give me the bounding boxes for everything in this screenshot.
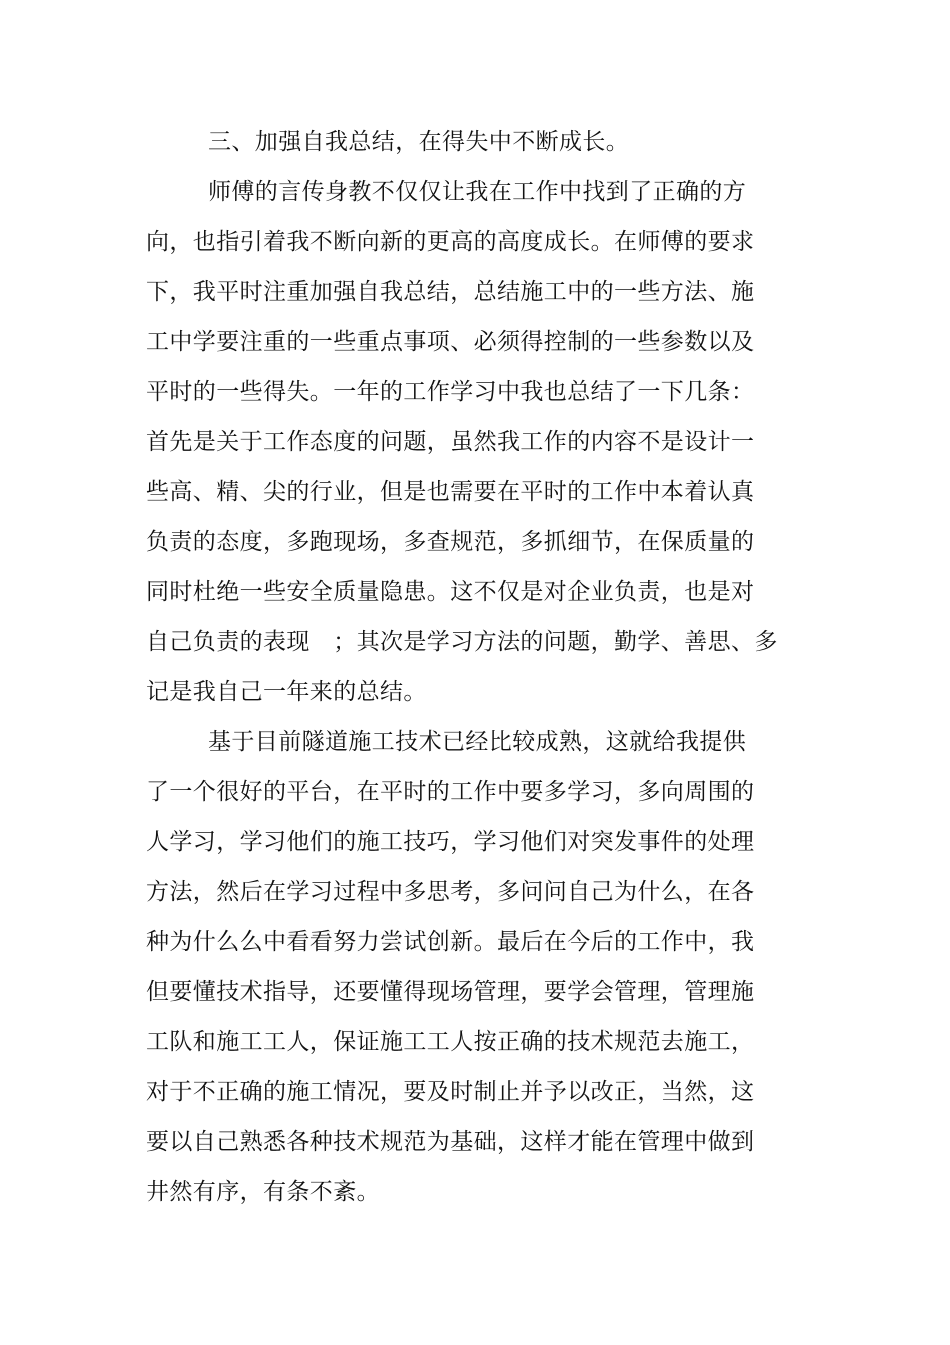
paragraph-2-line-8: 对于不正确的施工情况，要及时制止并予以改正，当然，这 [146,1079,755,1105]
paragraph-1-line-7: 些高、精、尖的行业，但是也需要在平时的工作中本着认真 [146,479,755,505]
paragraph-1-line-3: 下，我平时注重加强自我总结，总结施工中的一些方法、施 [146,279,755,305]
paragraph-1-line-8: 负责的态度，多跑现场，多查规范，多抓细节，在保质量的 [146,529,755,555]
paragraph-2-line-2: 了一个很好的平台，在平时的工作中要多学习，多向周围的 [146,779,755,805]
paragraph-2-line-10: 井然有序，有条不紊。 [146,1179,380,1205]
paragraph-1-line-1: 师傅的言传身教不仅仅让我在工作中找到了正确的方 [208,179,747,205]
paragraph-2-line-4: 方法，然后在学习过程中多思考，多问问自己为什么，在各 [146,879,755,905]
paragraph-2-line-9: 要以自己熟悉各种技术规范为基础，这样才能在管理中做到 [146,1129,755,1155]
paragraph-2-line-7: 工队和施工工人，保证施工工人按正确的技术规范去施工， [146,1029,755,1055]
paragraph-2-line-5: 种为什么么中看看努力尝试创新。最后在今后的工作中，我 [146,929,755,955]
paragraph-2-line-3: 人学习，学习他们的施工技巧，学习他们对突发事件的处理 [146,829,755,855]
paragraph-1-line-9: 同时杜绝一些安全质量隐患。这不仅是对企业负责，也是对 [146,579,755,605]
paragraph-1-line-2: 向，也指引着我不断向新的更高的高度成长。在师傅的要求 [146,229,755,255]
paragraph-1-line-6: 首先是关于工作态度的问题，虽然我工作的内容不是设计一 [146,429,755,455]
paragraph-2-line-1: 基于目前隧道施工技术已经比较成熟，这就给我提供 [208,729,747,755]
paragraph-1-line-10: 自己负责的表现 ；其次是学习方法的问题，勤学、善思、多 [146,629,778,655]
paragraph-1-line-4: 工中学要注重的一些重点事项、必须得控制的一些参数以及 [146,329,755,355]
section-heading: 三、加强自我总结，在得失中不断成长。 [208,129,630,155]
paragraph-2-line-6: 但要懂技术指导，还要懂得现场管理，要学会管理，管理施 [146,979,755,1005]
paragraph-1-line-5: 平时的一些得失。一年的工作学习中我也总结了一下几条： [146,379,755,405]
paragraph-1-line-11: 记是我自己一年来的总结。 [146,679,427,705]
